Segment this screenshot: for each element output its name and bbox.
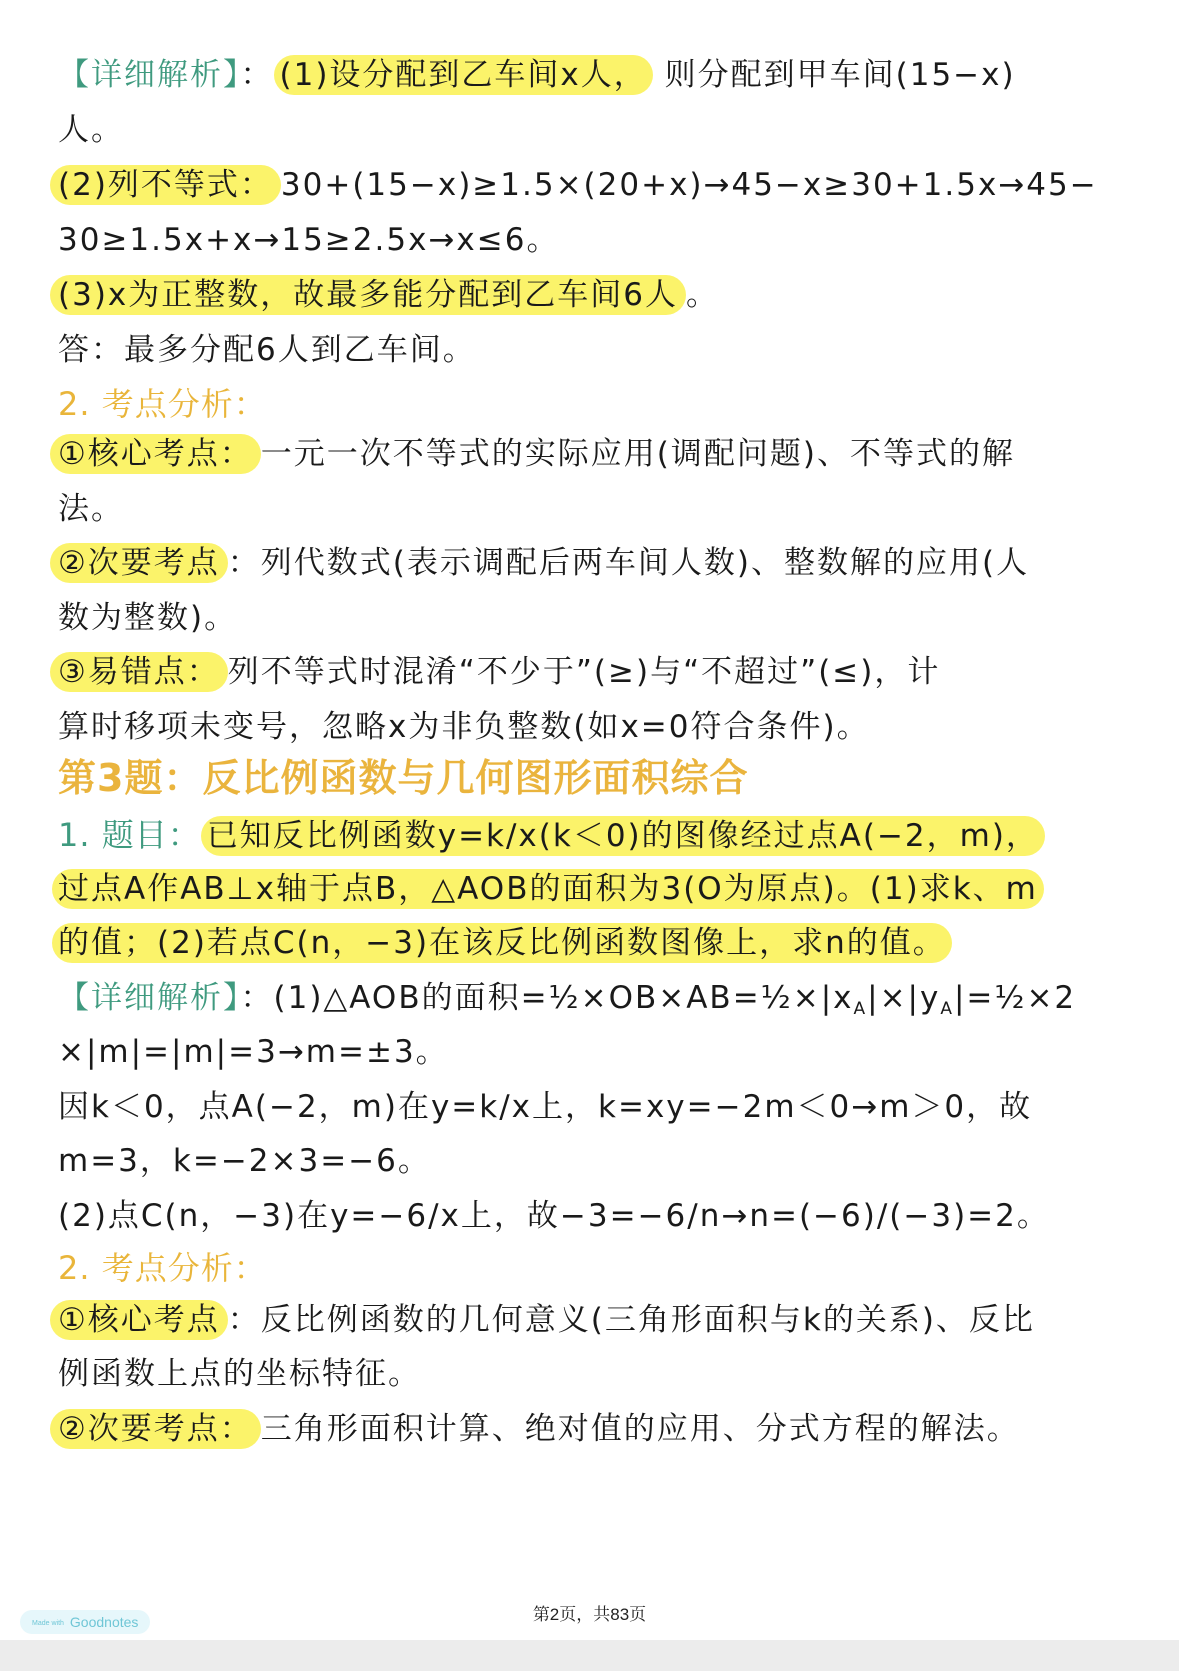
highlighted-text: 过点A作AB⊥x轴于点B，△AOB的面积为3(O为原点)。(1)求k、m <box>52 869 1044 909</box>
highlighted-text: (3)x为正整数，故最多能分配到乙车间6人 <box>50 275 686 315</box>
question-label: 1. 题目： <box>58 816 201 854</box>
text-span: 则分配到甲车间(15−x) <box>664 57 1016 93</box>
text-span: 30+(15−x)≥1.5×(20+x)→45−x≥30+1.5x→45− <box>280 167 1098 203</box>
question-line-2 <box>58 869 1044 909</box>
analysis-line-4: m=3，k=−2×3=−6。 <box>58 1143 431 1179</box>
text-span: |×|y <box>867 980 941 1016</box>
text-span: 。 <box>685 277 719 313</box>
highlighted-text: 的值；(2)若点C(n，−3)在该反比例函数图像上，求n的值。 <box>52 923 952 963</box>
error-point-line-cont: 算时移项未变号，忽略x为非负整数(如x=0符合条件)。 <box>58 709 870 745</box>
error-point-line <box>58 652 940 692</box>
analysis-line-1 <box>58 978 1076 1029</box>
core-point-line-2-cont: 例函数上点的坐标特征。 <box>58 1356 421 1392</box>
solution-line-1 <box>58 55 1016 95</box>
watermark-small-text: Made with <box>32 1620 64 1627</box>
core-point-line-2 <box>58 1300 1035 1340</box>
solution-line-3 <box>58 165 1098 205</box>
colon: ： <box>240 980 274 1016</box>
text-span: ：列代数式(表示调配后两车间人数)、整数解的应用(人 <box>227 545 1030 581</box>
solution-line-4: 30≥1.5x+x→15≥2.5x→x≤6。 <box>58 222 560 258</box>
text-span: 列不等式时混淆“不少于”(≥)与“不超过”(≤)，计 <box>227 654 941 690</box>
highlighted-text: ①核心考点 <box>50 1300 228 1340</box>
goodnotes-watermark <box>20 1610 150 1634</box>
watermark-brand: Goodnotes <box>69 1614 139 1630</box>
highlighted-text: 已知反比例函数y=k/x(k＜0)的图像经过点A(−2，m)， <box>201 816 1045 856</box>
question-line-3 <box>58 923 952 963</box>
highlighted-text: ①核心考点： <box>50 434 261 474</box>
subscript: A <box>853 999 868 1019</box>
highlighted-text: (1)设分配到乙车间x人， <box>274 55 653 95</box>
solution-line-5 <box>58 275 719 315</box>
text-span: ：反比例函数的几何意义(三角形面积与k的关系)、反比 <box>227 1302 1035 1338</box>
analysis-label: 【详细解析】 <box>58 57 241 93</box>
section-heading-exam-points-2: 2. 考点分析： <box>58 1249 267 1287</box>
text-span: 一元一次不等式的实际应用(调配问题)、不等式的解 <box>260 436 1015 472</box>
analysis-line-2: ×|m|=|m|=3→m=±3。 <box>58 1034 449 1070</box>
page-number: 第2页，共83页 <box>532 1605 647 1624</box>
bottom-bar <box>0 1640 1179 1671</box>
core-point-line-cont: 法。 <box>58 491 124 527</box>
text-span: (1)△AOB的面积=½×OB×AB=½×|x <box>273 980 854 1016</box>
analysis-line-3: 因k＜0，点A(−2，m)在y=k/x上，k=xy=−2m＜0→m＞0，故 <box>58 1089 1033 1125</box>
section-heading-exam-points: 2. 考点分析： <box>58 385 267 423</box>
text-span: 三角形面积计算、绝对值的应用、分式方程的解法。 <box>260 1411 1020 1447</box>
solution-line-2: 人。 <box>58 112 124 148</box>
highlighted-text: ②次要考点 <box>50 543 228 583</box>
subscript: A <box>940 999 954 1019</box>
question-3-title: 第3题：反比例函数与几何图形面积综合 <box>58 756 749 800</box>
analysis-line-5: (2)点C(n，−3)在y=−6/x上，故−3=−6/n→n=(−6)/(−3)=2。 <box>58 1198 1050 1234</box>
analysis-label-2: 【详细解析】 <box>58 980 241 1016</box>
secondary-point-line-cont: 数为整数)。 <box>58 600 238 636</box>
text-span: |=½×2 <box>953 980 1077 1016</box>
highlighted-text: ③易错点： <box>50 652 228 692</box>
highlighted-text: ②次要考点： <box>50 1409 261 1449</box>
highlighted-text: (2)列不等式： <box>50 165 281 205</box>
core-point-line <box>58 434 1015 474</box>
question-line-1 <box>58 815 1045 856</box>
secondary-point-line-2 <box>58 1409 1020 1449</box>
answer-line: 答：最多分配6人到乙车间。 <box>58 332 476 368</box>
secondary-point-line <box>58 543 1029 583</box>
colon: ： <box>240 57 274 93</box>
